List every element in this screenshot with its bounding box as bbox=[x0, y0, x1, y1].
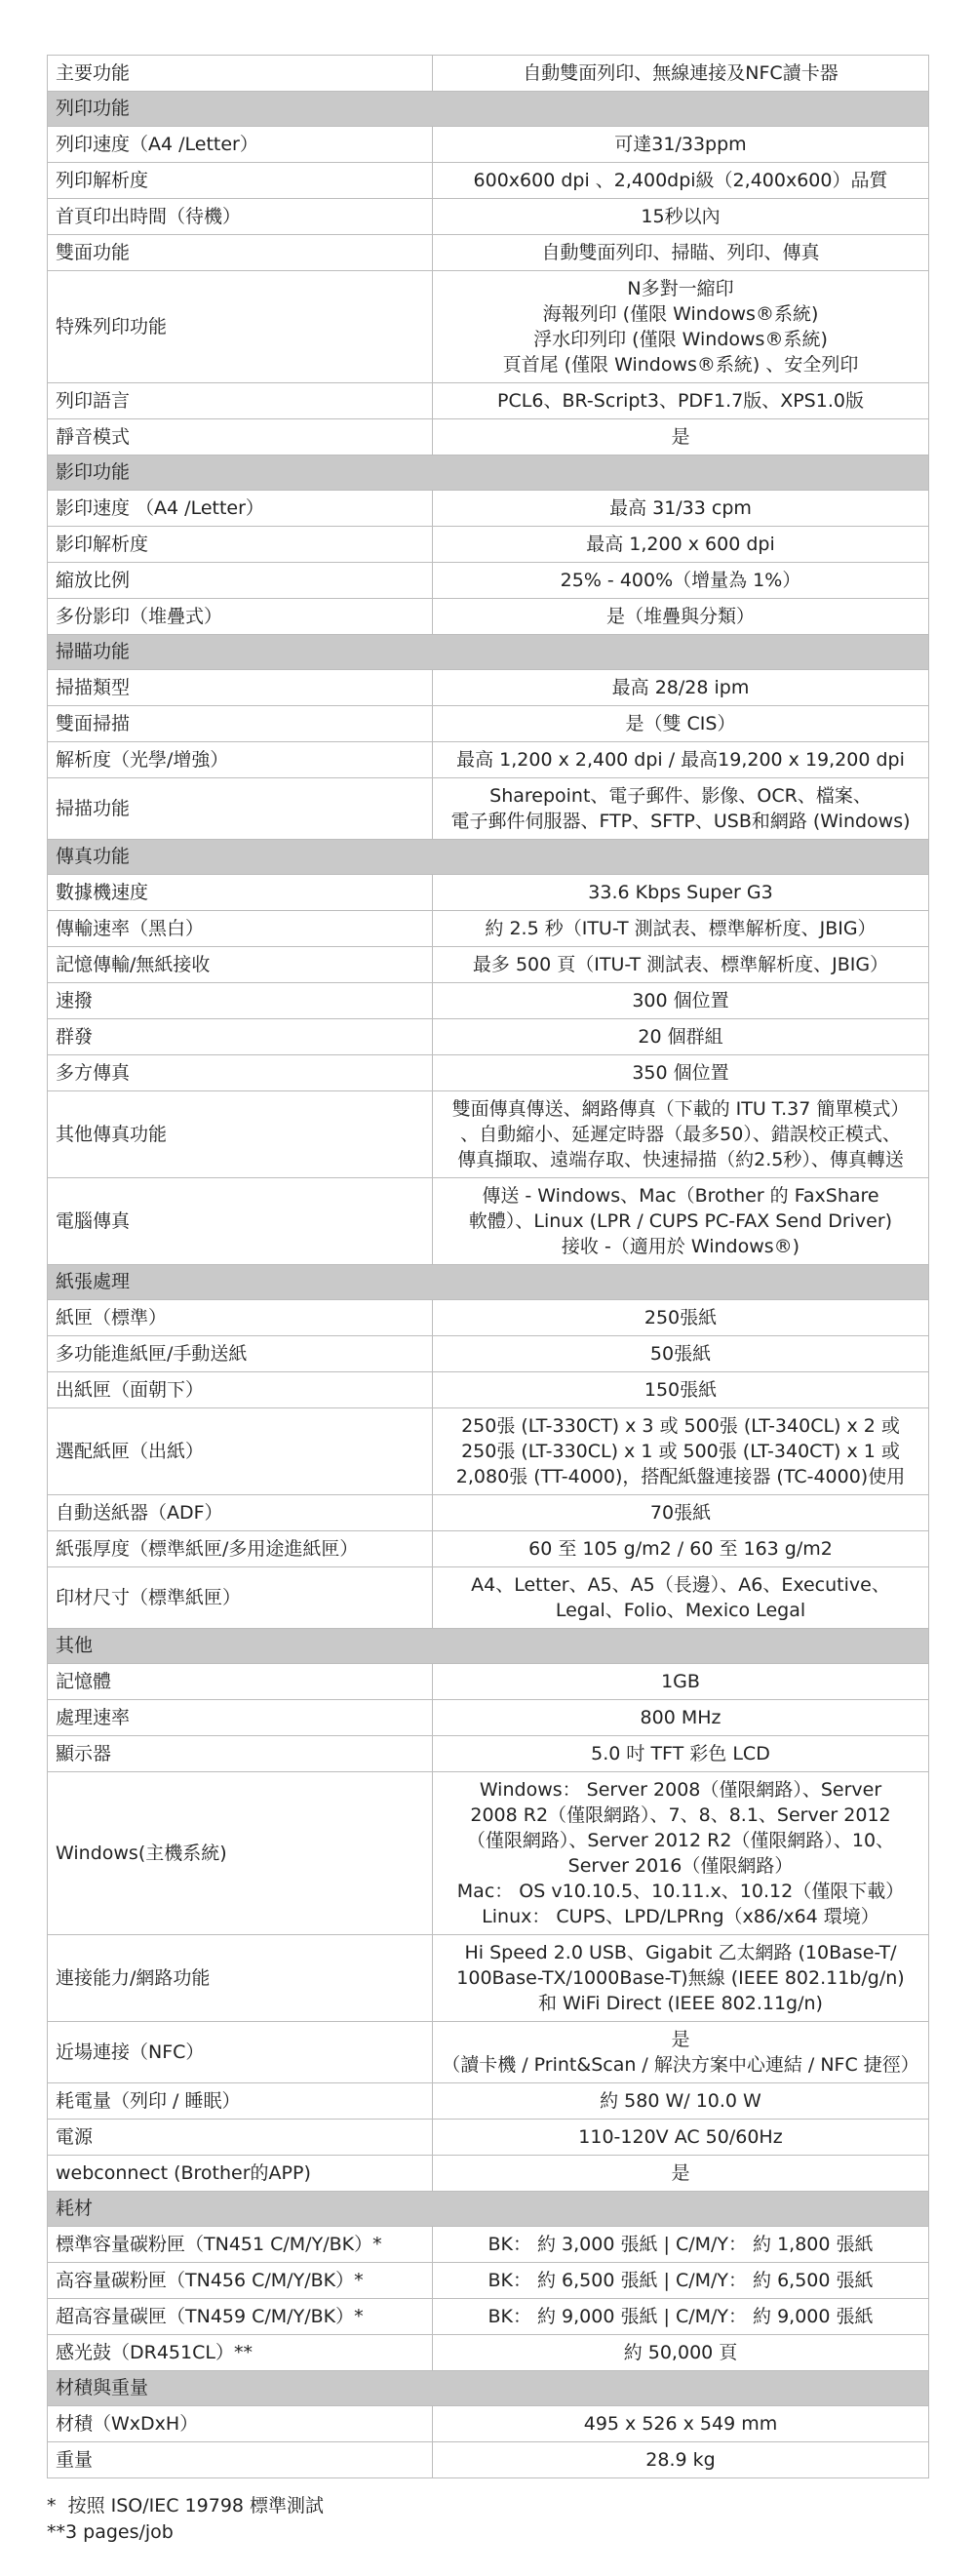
spec-value: 最多 500 頁（ITU-T 測試表、標準解析度、JBIG） bbox=[433, 947, 929, 983]
spec-label: 耗電量（列印 / 睡眠） bbox=[48, 2083, 433, 2120]
spec-value: 20 個群組 bbox=[433, 1019, 929, 1055]
spec-label: 首頁印出時間（待機） bbox=[48, 199, 433, 235]
spec-row bbox=[48, 1178, 929, 1265]
section-header-row bbox=[48, 1265, 929, 1300]
spec-value: 雙面傳真傳送、網路傳真（下載的 ITU T.37 簡單模式） 、自動縮小、延遲定時器（最多50）、錯誤校正模式、 傳真擷取、遠端存取、快速掃描（約2.5秒）、傳真轉送 bbox=[433, 1091, 929, 1178]
spec-label: 重量 bbox=[48, 2442, 433, 2478]
footnote-iso: * 按照 ISO/IEC 19798 標準測試 bbox=[47, 2495, 325, 2517]
spec-label: 群發 bbox=[48, 1019, 433, 1055]
spec-label: 雙面掃描 bbox=[48, 706, 433, 742]
spec-row bbox=[48, 983, 929, 1019]
spec-value: 600x600 dpi 、2,400dpi級（2,400x600）品質 bbox=[433, 163, 929, 199]
spec-value: 250張紙 bbox=[433, 1300, 929, 1336]
spec-row bbox=[48, 1664, 929, 1700]
section-header-row bbox=[48, 1629, 929, 1664]
spec-label: 感光鼓（DR451CL）** bbox=[48, 2335, 433, 2371]
spec-row bbox=[48, 563, 929, 599]
spec-value: 約 50,000 頁 bbox=[433, 2335, 929, 2371]
section-header-row bbox=[48, 635, 929, 670]
spec-label: 近場連接（NFC） bbox=[48, 2022, 433, 2083]
spec-row bbox=[48, 670, 929, 706]
spec-value: BK： 約 3,000 張紙 | C/M/Y： 約 1,800 張紙 bbox=[433, 2227, 929, 2263]
spec-label: 影印速度 （A4 /Letter） bbox=[48, 491, 433, 527]
spec-value: 是（堆疊與分類） bbox=[433, 599, 929, 635]
section-title: 列印功能 bbox=[48, 92, 929, 127]
spec-label: 列印解析度 bbox=[48, 163, 433, 199]
spec-row bbox=[48, 1567, 929, 1629]
spec-label: 掃描類型 bbox=[48, 670, 433, 706]
spec-row bbox=[48, 875, 929, 911]
spec-value: 150張紙 bbox=[433, 1372, 929, 1408]
spec-row bbox=[48, 2263, 929, 2299]
spec-row bbox=[48, 1336, 929, 1372]
spec-value: PCL6、BR-Script3、PDF1.7版、XPS1.0版 bbox=[433, 383, 929, 419]
section-title: 紙張處理 bbox=[48, 1265, 929, 1300]
spec-row bbox=[48, 2442, 929, 2478]
spec-row bbox=[48, 1935, 929, 2022]
spec-value: BK： 約 9,000 張紙 | C/M/Y： 約 9,000 張紙 bbox=[433, 2299, 929, 2335]
spec-value: 最高 31/33 cpm bbox=[433, 491, 929, 527]
spec-label: webconnect (Brother的APP) bbox=[48, 2156, 433, 2192]
spec-label: 電源 bbox=[48, 2120, 433, 2156]
spec-value: 是 bbox=[433, 2156, 929, 2192]
spec-row bbox=[48, 1736, 929, 1772]
spec-label: 材積（WxDxH） bbox=[48, 2406, 433, 2442]
spec-row bbox=[48, 271, 929, 383]
section-title: 其他 bbox=[48, 1629, 929, 1664]
spec-row bbox=[48, 599, 929, 635]
spec-value: A4、Letter、A5、A5（長邊）、A6、Executive、 Legal、Folio、Mexico Legal bbox=[433, 1567, 929, 1629]
spec-row bbox=[48, 1372, 929, 1408]
spec-label: 列印語言 bbox=[48, 383, 433, 419]
spec-label: 多方傳真 bbox=[48, 1055, 433, 1091]
spec-row bbox=[48, 1495, 929, 1531]
spec-row bbox=[48, 163, 929, 199]
section-header-row bbox=[48, 2192, 929, 2227]
spec-value: 是 （讀卡機 / Print&Scan / 解決方案中心連結 / NFC 捷徑） bbox=[433, 2022, 929, 2083]
spec-row bbox=[48, 706, 929, 742]
spec-value: 最高 1,200 x 2,400 dpi / 最高19,200 x 19,200 dpi bbox=[433, 742, 929, 778]
spec-label: 記憶體 bbox=[48, 1664, 433, 1700]
spec-value: 約 2.5 秒（ITU-T 測試表、標準解析度、JBIG） bbox=[433, 911, 929, 947]
spec-value: 25% - 400%（增量為 1%） bbox=[433, 563, 929, 599]
section-header-row bbox=[48, 840, 929, 875]
spec-label: 紙匣（標準） bbox=[48, 1300, 433, 1336]
spec-table-body bbox=[48, 56, 929, 2478]
spec-row bbox=[48, 2335, 929, 2371]
spec-label: 其他傳真功能 bbox=[48, 1091, 433, 1178]
spec-label: 影印解析度 bbox=[48, 527, 433, 563]
spec-label: 多功能進紙匣/手動送紙 bbox=[48, 1336, 433, 1372]
spec-label: 處理速率 bbox=[48, 1700, 433, 1736]
spec-label: 印材尺寸（標準紙匣） bbox=[48, 1567, 433, 1629]
spec-label: 電腦傳真 bbox=[48, 1178, 433, 1265]
spec-value: 可達31/33ppm bbox=[433, 127, 929, 163]
spec-value: 5.0 吋 TFT 彩色 LCD bbox=[433, 1736, 929, 1772]
spec-label: 掃描功能 bbox=[48, 778, 433, 840]
spec-label: 高容量碳粉匣（TN456 C/M/Y/BK）* bbox=[48, 2263, 433, 2299]
spec-label: 特殊列印功能 bbox=[48, 271, 433, 383]
spec-row bbox=[48, 1408, 929, 1495]
spec-row bbox=[48, 911, 929, 947]
spec-label: 連接能力/網路功能 bbox=[48, 1935, 433, 2022]
spec-value: 350 個位置 bbox=[433, 1055, 929, 1091]
section-title: 影印功能 bbox=[48, 456, 929, 491]
spec-row bbox=[48, 56, 929, 92]
footnotes bbox=[47, 2493, 324, 2546]
spec-value: 自動雙面列印、掃瞄、列印、傳真 bbox=[433, 235, 929, 271]
spec-value: 約 580 W/ 10.0 W bbox=[433, 2083, 929, 2120]
spec-value: 495 x 526 x 549 mm bbox=[433, 2406, 929, 2442]
spec-label: 選配紙匣（出紙） bbox=[48, 1408, 433, 1495]
spec-row bbox=[48, 947, 929, 983]
spec-row bbox=[48, 778, 929, 840]
spec-row bbox=[48, 1055, 929, 1091]
spec-label: 數據機速度 bbox=[48, 875, 433, 911]
section-title: 傳真功能 bbox=[48, 840, 929, 875]
spec-value: Sharepoint、電子郵件、影像、OCR、檔案、 電子郵件伺服器、FTP、SFTP、USB和網路 (Windows) bbox=[433, 778, 929, 840]
spec-label: Windows(主機系統) bbox=[48, 1772, 433, 1935]
spec-value: 300 個位置 bbox=[433, 983, 929, 1019]
spec-label: 傳輸速率（黑白） bbox=[48, 911, 433, 947]
spec-row bbox=[48, 2083, 929, 2120]
spec-value: 最高 28/28 ipm bbox=[433, 670, 929, 706]
spec-row bbox=[48, 383, 929, 419]
spec-value: 60 至 105 g/m2 / 60 至 163 g/m2 bbox=[433, 1531, 929, 1567]
spec-value: 800 MHz bbox=[433, 1700, 929, 1736]
spec-value: 自動雙面列印、無線連接及NFC讀卡器 bbox=[433, 56, 929, 92]
spec-value: BK： 約 6,500 張紙 | C/M/Y： 約 6,500 張紙 bbox=[433, 2263, 929, 2299]
spec-label: 主要功能 bbox=[48, 56, 433, 92]
spec-label: 紙張厚度（標準紙匣/多用途進紙匣） bbox=[48, 1531, 433, 1567]
section-header-row bbox=[48, 92, 929, 127]
spec-value: 110-120V AC 50/60Hz bbox=[433, 2120, 929, 2156]
spec-label: 雙面功能 bbox=[48, 235, 433, 271]
spec-value: 33.6 Kbps Super G3 bbox=[433, 875, 929, 911]
spec-value: 250張 (LT-330CT) x 3 或 500張 (LT-340CL) x 2 或 250張 (LT-330CL) x 1 或 500張 (LT-340CT) x 1 或 2,080張 (TT-4000)，搭配紙盤連接器 (TC-4000)使用 bbox=[433, 1408, 929, 1495]
spec-table bbox=[47, 55, 929, 2478]
spec-value: 50張紙 bbox=[433, 1336, 929, 1372]
spec-row bbox=[48, 199, 929, 235]
section-title: 材積與重量 bbox=[48, 2371, 929, 2406]
spec-value: Windows： Server 2008（僅限網路）、Server 2008 R2（僅限網路）、7、8、8.1、Server 2012 （僅限網路）、Server 2012 R2（僅限網路）、10、 Server 2016（僅限網路） Mac： OS v10.10.5、10.11.x、10.12（僅限下載） Linux： CUPS、LPD/LPRng（x86/x64 環境） bbox=[433, 1772, 929, 1935]
spec-row bbox=[48, 527, 929, 563]
spec-row bbox=[48, 1772, 929, 1935]
spec-row bbox=[48, 419, 929, 456]
spec-row bbox=[48, 2299, 929, 2335]
section-header-row bbox=[48, 2371, 929, 2406]
spec-value: 是 bbox=[433, 419, 929, 456]
spec-row bbox=[48, 2120, 929, 2156]
spec-row bbox=[48, 1531, 929, 1567]
spec-row bbox=[48, 2227, 929, 2263]
spec-value: N多對一縮印 海報列印 (僅限 Windows®系統) 浮水印列印 (僅限 Windows®系統) 頁首尾 (僅限 Windows®系統) 、安全列印 bbox=[433, 271, 929, 383]
spec-label: 速撥 bbox=[48, 983, 433, 1019]
spec-label: 自動送紙器（ADF） bbox=[48, 1495, 433, 1531]
spec-label: 出紙匣（面朝下） bbox=[48, 1372, 433, 1408]
section-title: 耗材 bbox=[48, 2192, 929, 2227]
spec-row bbox=[48, 1300, 929, 1336]
spec-label: 超高容量碳匣（TN459 C/M/Y/BK）* bbox=[48, 2299, 433, 2335]
spec-value: 70張紙 bbox=[433, 1495, 929, 1531]
spec-value: 28.9 kg bbox=[433, 2442, 929, 2478]
spec-label: 縮放比例 bbox=[48, 563, 433, 599]
spec-row bbox=[48, 2022, 929, 2083]
spec-row bbox=[48, 1091, 929, 1178]
spec-label: 靜音模式 bbox=[48, 419, 433, 456]
spec-label: 標準容量碳粉匣（TN451 C/M/Y/BK）* bbox=[48, 2227, 433, 2263]
spec-value: 1GB bbox=[433, 1664, 929, 1700]
spec-row bbox=[48, 2156, 929, 2192]
spec-label: 顯示器 bbox=[48, 1736, 433, 1772]
spec-label: 記憶傳輸/無紙接收 bbox=[48, 947, 433, 983]
spec-label: 列印速度（A4 /Letter） bbox=[48, 127, 433, 163]
footnote-pages-per-job: **3 pages/job bbox=[47, 2521, 174, 2543]
spec-row bbox=[48, 491, 929, 527]
section-header-row bbox=[48, 456, 929, 491]
spec-row bbox=[48, 742, 929, 778]
spec-row bbox=[48, 235, 929, 271]
spec-label: 多份影印（堆疊式） bbox=[48, 599, 433, 635]
spec-value: Hi Speed 2.0 USB、Gigabit 乙太網路 (10Base-T/ 100Base-TX/1000Base-T)無線 (IEEE 802.11b/g/n) 和 WiFi Direct (IEEE 802.11g/n) bbox=[433, 1935, 929, 2022]
spec-row bbox=[48, 1700, 929, 1736]
spec-row bbox=[48, 1019, 929, 1055]
spec-row bbox=[48, 127, 929, 163]
spec-value: 傳送 - Windows、Mac（Brother 的 FaxShare 軟體）、Linux (LPR / CUPS PC-FAX Send Driver) 接收 -（適用於 Windows®) bbox=[433, 1178, 929, 1265]
spec-value: 是（雙 CIS） bbox=[433, 706, 929, 742]
spec-row bbox=[48, 2406, 929, 2442]
spec-label: 解析度（光學/增強） bbox=[48, 742, 433, 778]
section-title: 掃瞄功能 bbox=[48, 635, 929, 670]
spec-value: 最高 1,200 x 600 dpi bbox=[433, 527, 929, 563]
spec-value: 15秒以內 bbox=[433, 199, 929, 235]
